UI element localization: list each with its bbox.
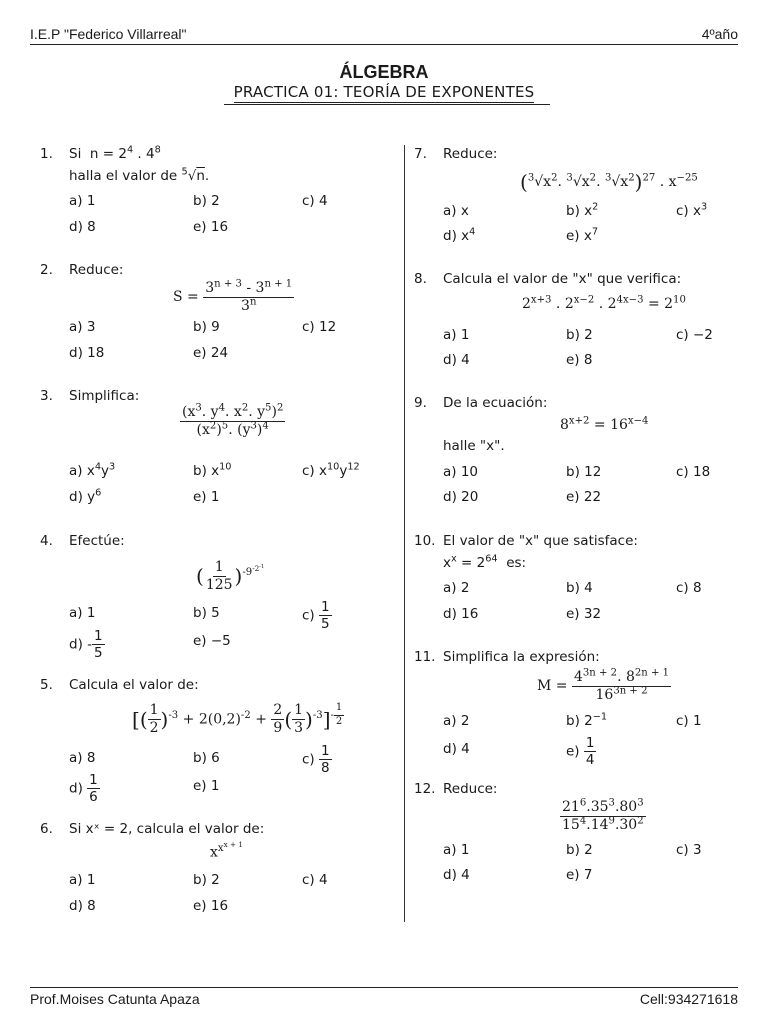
page-title: ÁLGEBRA bbox=[339, 62, 429, 82]
question-text: El valor de "x" que satisface: bbox=[443, 533, 638, 549]
question-text: De la ecuación: bbox=[443, 395, 548, 411]
header-rule bbox=[30, 44, 738, 45]
option-b[interactable]: b) 2 bbox=[566, 327, 593, 343]
formula: M = $\frac{4^{3n + 2}. 8^{2n + 1}}{16^{3n + 2}}$ bbox=[537, 667, 670, 703]
option-e[interactable]: e) $x^7$ bbox=[566, 226, 599, 244]
option-a[interactable]: a) 3 bbox=[69, 319, 96, 335]
question-text: Efectúe: bbox=[69, 533, 125, 549]
question-text: Simplifica la expresión: bbox=[443, 649, 600, 665]
question-number: 10. bbox=[414, 533, 436, 549]
formula: $\frac{(x^3. y^4. x^2. y^5)^2}{(x^2)^5. (y^3)^4}$ bbox=[182, 402, 284, 438]
option-c[interactable]: c) $\frac{1}{5}$ bbox=[302, 599, 330, 633]
question-number: 12. bbox=[414, 781, 436, 797]
question-text: Si xˣ = 2, calcula el valor de: bbox=[69, 821, 265, 837]
subtitle-rule bbox=[224, 104, 550, 105]
formula: $\frac{21^6.35^3.80^3}{15^4.14^9.30^2}$ bbox=[562, 797, 644, 833]
option-e[interactable]: e) 32 bbox=[566, 606, 602, 622]
option-d[interactable]: d) $x^4$ bbox=[443, 226, 476, 244]
option-d[interactable]: d) $y^6$ bbox=[69, 487, 102, 505]
option-b[interactable]: b) 2 bbox=[566, 842, 593, 858]
question-text: Reduce: bbox=[69, 262, 124, 278]
option-d[interactable]: d) $\frac{1}{6}$ bbox=[69, 772, 98, 806]
option-e[interactable]: e) 16 bbox=[193, 898, 229, 914]
question-number: 6. bbox=[40, 821, 53, 837]
option-a[interactable]: a) 8 bbox=[69, 750, 96, 766]
option-a[interactable]: a) 1 bbox=[69, 193, 96, 209]
option-c[interactable]: c) 4 bbox=[302, 872, 328, 888]
question-text: Simplifica: bbox=[69, 388, 140, 404]
option-d[interactable]: d) - $\frac{1}{5}$ bbox=[69, 628, 103, 662]
option-b[interactable]: b) 6 bbox=[193, 750, 220, 766]
option-e[interactable]: e) −5 bbox=[193, 633, 231, 649]
option-e[interactable]: e) 16 bbox=[193, 219, 229, 235]
page-subtitle: PRACTICA 01: TEORÍA DE EXPONENTES bbox=[233, 83, 535, 101]
option-c[interactable]: c) $x^3$ bbox=[676, 201, 708, 219]
option-e[interactable]: e) $\frac{1}{4}$ bbox=[566, 735, 595, 769]
option-c[interactable]: c) 18 bbox=[676, 464, 711, 480]
option-c[interactable]: c) $\frac{1}{8}$ bbox=[302, 743, 330, 777]
question-text: Calcula el valor de "x" que verifica: bbox=[443, 271, 682, 287]
option-b[interactable]: b) $x^{10}$ bbox=[193, 461, 232, 479]
school-name: I.E.P "Federico Villarreal" bbox=[30, 26, 187, 42]
option-c[interactable]: c) 8 bbox=[676, 580, 702, 596]
option-e[interactable]: e) 22 bbox=[566, 489, 602, 505]
question-number: 11. bbox=[414, 649, 436, 665]
option-b[interactable]: b) 5 bbox=[193, 605, 220, 621]
option-a[interactable]: a) 2 bbox=[443, 713, 470, 729]
option-d[interactable]: d) 8 bbox=[69, 219, 96, 235]
formula: $8^{x+2} = 16^{x-4}$ bbox=[560, 415, 649, 433]
option-d[interactable]: d) 20 bbox=[443, 489, 479, 505]
option-d[interactable]: d) 16 bbox=[443, 606, 479, 622]
option-e[interactable]: e) 7 bbox=[566, 867, 593, 883]
question-text: halla el valor de $^5$√n. bbox=[69, 166, 210, 184]
option-e[interactable]: e) 1 bbox=[193, 778, 220, 794]
footer-rule bbox=[30, 987, 738, 988]
option-a[interactable]: a) $x^4y^3$ bbox=[69, 461, 116, 479]
question-text: Si $n = 2^4$ . $4^8$ bbox=[69, 144, 161, 162]
option-d[interactable]: d) 8 bbox=[69, 898, 96, 914]
option-b[interactable]: b) 2 bbox=[193, 193, 220, 209]
option-c[interactable]: c) −2 bbox=[676, 327, 713, 343]
question-number: 4. bbox=[40, 533, 53, 549]
option-b[interactable]: b) 4 bbox=[566, 580, 593, 596]
question-number: 9. bbox=[414, 395, 427, 411]
option-b[interactable]: b) 2 bbox=[193, 872, 220, 888]
option-e[interactable]: e) 8 bbox=[566, 352, 593, 368]
formula: ( $\frac{1}{125}$ )$^{-9^{-2^{-1}}}$ bbox=[196, 559, 265, 593]
option-c[interactable]: c) 3 bbox=[676, 842, 702, 858]
formula: ($^3√x^2$. $^3√x^2$. $^3√x^2)^{27}$ . $x^{-25}$ bbox=[520, 170, 698, 194]
option-d[interactable]: d) 4 bbox=[443, 741, 470, 757]
option-c[interactable]: c) 1 bbox=[676, 713, 702, 729]
question-number: 2. bbox=[40, 262, 53, 278]
question-text-2: $x^x = 2^{64}$ es: bbox=[443, 553, 527, 571]
formula: $2^{x+3}$ . $2^{x-2}$ . $2^{4x-3} = 2^{10}$ bbox=[522, 294, 686, 312]
phone-number: Cell:934271618 bbox=[639, 991, 738, 1007]
formula: $x^{x^{x + 1}}$ bbox=[210, 840, 243, 861]
teacher-name: Prof.Moises Catunta Apaza bbox=[30, 991, 200, 1007]
option-a[interactable]: a) x bbox=[443, 203, 469, 219]
question-number: 8. bbox=[414, 271, 427, 287]
option-b[interactable]: b) $x^2$ bbox=[566, 201, 599, 219]
formula: S = $\frac{3^{n + 3} - 3^{n + 1}}{3^n}$ bbox=[173, 278, 293, 314]
question-number: 1. bbox=[40, 146, 53, 162]
option-a[interactable]: a) 1 bbox=[69, 605, 96, 621]
option-a[interactable]: a) 1 bbox=[69, 872, 96, 888]
column-divider bbox=[404, 145, 405, 922]
question-text-2: halle "x". bbox=[443, 438, 505, 454]
option-d[interactable]: d) 4 bbox=[443, 352, 470, 368]
option-b[interactable]: b) $2^{-1}$ bbox=[566, 711, 608, 729]
option-c[interactable]: c) 4 bbox=[302, 193, 328, 209]
question-text: Reduce: bbox=[443, 146, 498, 162]
option-a[interactable]: a) 1 bbox=[443, 842, 470, 858]
option-a[interactable]: a) 1 bbox=[443, 327, 470, 343]
question-text: Calcula el valor de: bbox=[69, 677, 199, 693]
question-number: 3. bbox=[40, 388, 53, 404]
formula: [( $\frac{1}{2}$ )$^{-3} + 2(0,2)^{-2}$ + $\frac{2}{9}$ ( $\frac{1}{3}$ )$^{-3}$]$^{- \frac{1}{2}}$ bbox=[132, 702, 343, 737]
option-c[interactable]: c) 12 bbox=[302, 319, 337, 335]
option-d[interactable]: d) 18 bbox=[69, 345, 105, 361]
option-a[interactable]: a) 10 bbox=[443, 464, 479, 480]
option-b[interactable]: b) 9 bbox=[193, 319, 220, 335]
question-text: Reduce: bbox=[443, 781, 498, 797]
option-c[interactable]: c) $x^{10}y^{12}$ bbox=[302, 461, 360, 479]
question-number: 7. bbox=[414, 146, 427, 162]
option-a[interactable]: a) 2 bbox=[443, 580, 470, 596]
option-e[interactable]: e) 1 bbox=[193, 489, 220, 505]
option-d[interactable]: d) 4 bbox=[443, 867, 470, 883]
grade-label: 4ºaño bbox=[701, 26, 738, 42]
option-b[interactable]: b) 12 bbox=[566, 464, 602, 480]
question-number: 5. bbox=[40, 677, 53, 693]
option-e[interactable]: e) 24 bbox=[193, 345, 229, 361]
